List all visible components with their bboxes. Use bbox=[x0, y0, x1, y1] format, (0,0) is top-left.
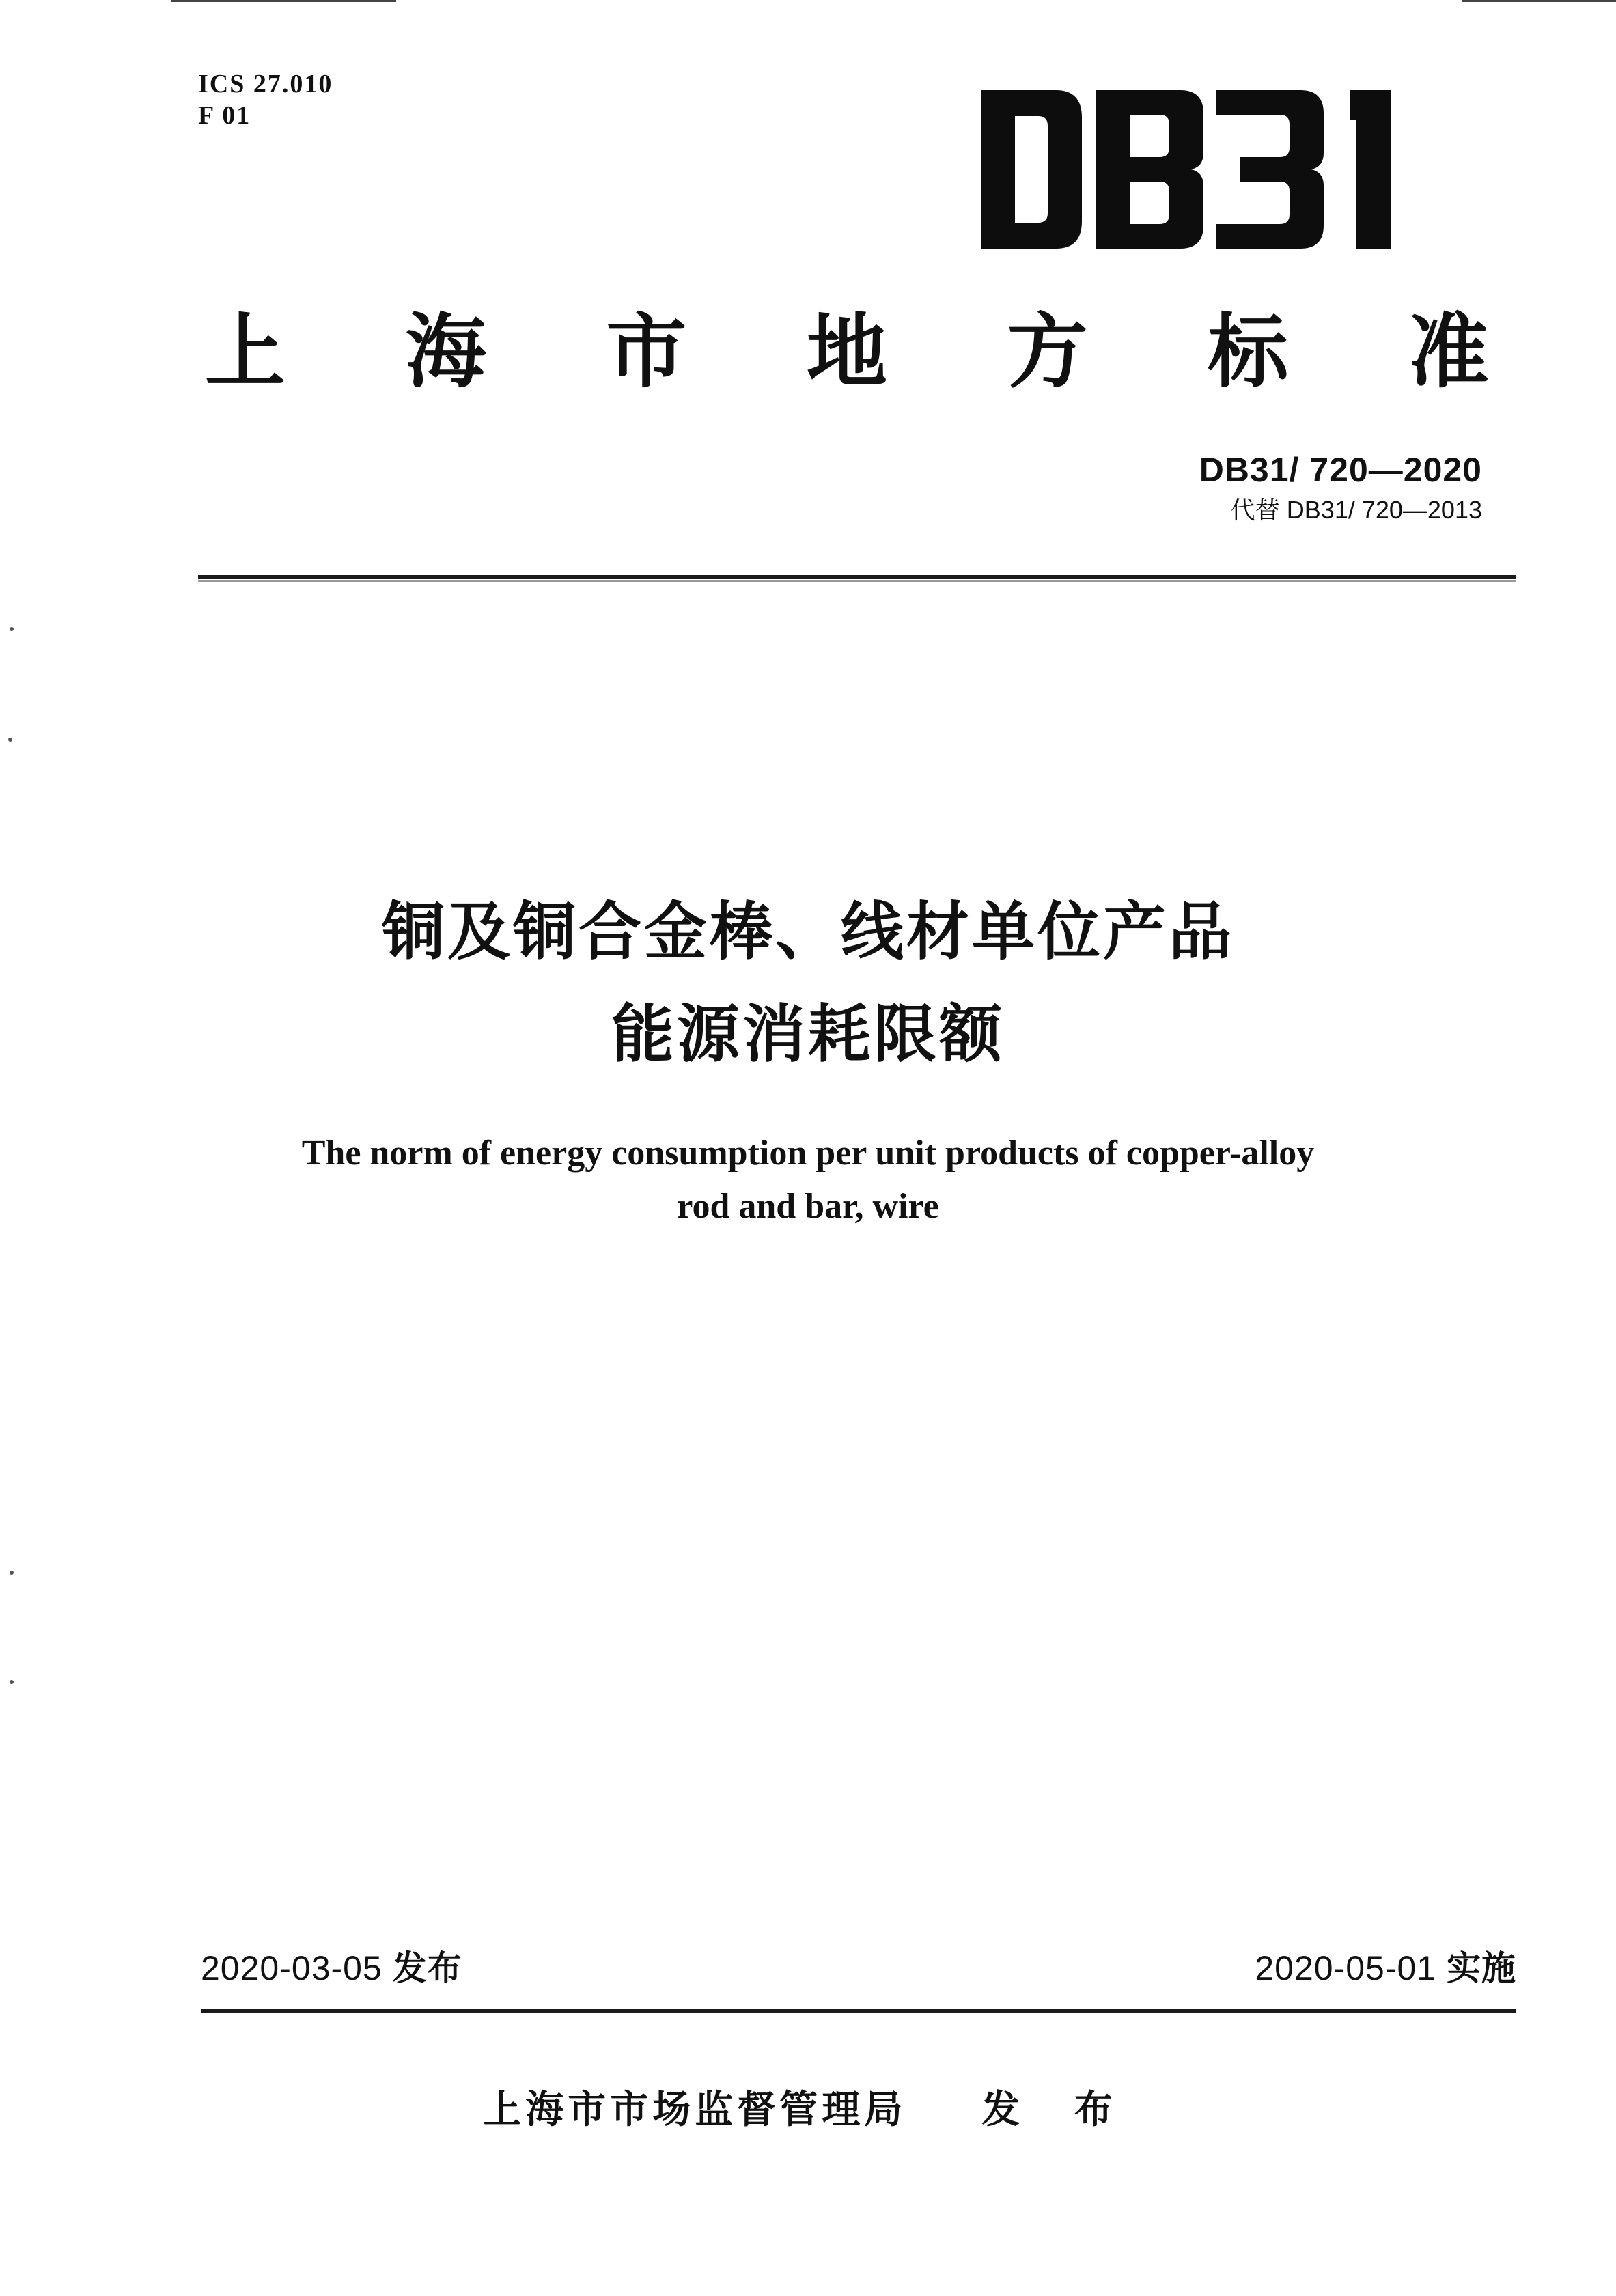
standard-category-heading bbox=[205, 300, 1489, 403]
category-char: 标 bbox=[1208, 305, 1289, 399]
scan-mark bbox=[10, 1571, 14, 1575]
standard-number: DB31/ 720—2020 bbox=[1199, 451, 1482, 489]
effective-date-value: 2020-05-01 bbox=[1255, 1949, 1437, 1987]
scan-edge-line-right bbox=[1462, 0, 1616, 2]
issue-date bbox=[201, 1946, 462, 1990]
category-char: 上 bbox=[205, 305, 286, 399]
title-en-line1: The norm of energy consumption per unit products of copper-alloy bbox=[301, 1134, 1315, 1173]
title-en-line2: rod and bar, wire bbox=[677, 1187, 939, 1226]
category-char: 方 bbox=[1007, 305, 1088, 399]
replaces-standard: 代替 DB31/ 720—2013 bbox=[1230, 496, 1482, 524]
ccs-code: F 01 bbox=[198, 101, 251, 130]
effective-date-label: 实施 bbox=[1447, 1949, 1516, 1987]
db31-logo bbox=[981, 90, 1426, 249]
header-divider bbox=[198, 575, 1516, 579]
scan-mark bbox=[8, 738, 12, 742]
logo-digit-3 bbox=[1216, 90, 1324, 249]
publisher-line bbox=[0, 2083, 1616, 2138]
db31-logo-graphic bbox=[981, 90, 1426, 249]
ics-code: ICS 27.010 bbox=[198, 70, 333, 98]
document-title-en bbox=[0, 1127, 1616, 1233]
logo-letter-b bbox=[1096, 90, 1203, 249]
scan-edge-line-left bbox=[171, 0, 396, 2]
header-divider-shadow bbox=[198, 580, 1516, 582]
issue-date-label: 发布 bbox=[392, 1949, 462, 1987]
effective-date bbox=[1255, 1946, 1516, 1990]
category-char: 海 bbox=[405, 305, 486, 399]
title-zh-line2: 能源消耗限额 bbox=[611, 998, 1005, 1071]
title-zh-line1: 铜及铜合金棒、线材单位产品 bbox=[381, 895, 1234, 968]
publisher-verb: 发 布 bbox=[981, 2088, 1133, 2132]
logo-letter-d bbox=[981, 90, 1082, 249]
scan-mark bbox=[10, 1680, 14, 1684]
footer-divider bbox=[201, 2009, 1516, 2013]
category-char: 市 bbox=[606, 305, 687, 399]
logo-digit-1 bbox=[1350, 90, 1391, 249]
document-title-zh bbox=[0, 881, 1616, 1086]
category-char: 地 bbox=[806, 305, 887, 399]
scan-mark bbox=[10, 627, 14, 631]
standard-number-block bbox=[1199, 448, 1482, 526]
issue-date-value: 2020-03-05 bbox=[201, 1949, 382, 1987]
category-char: 准 bbox=[1408, 305, 1489, 399]
classification-codes bbox=[198, 68, 333, 131]
publisher-name: 上海市市场监督管理局 bbox=[483, 2088, 907, 2132]
